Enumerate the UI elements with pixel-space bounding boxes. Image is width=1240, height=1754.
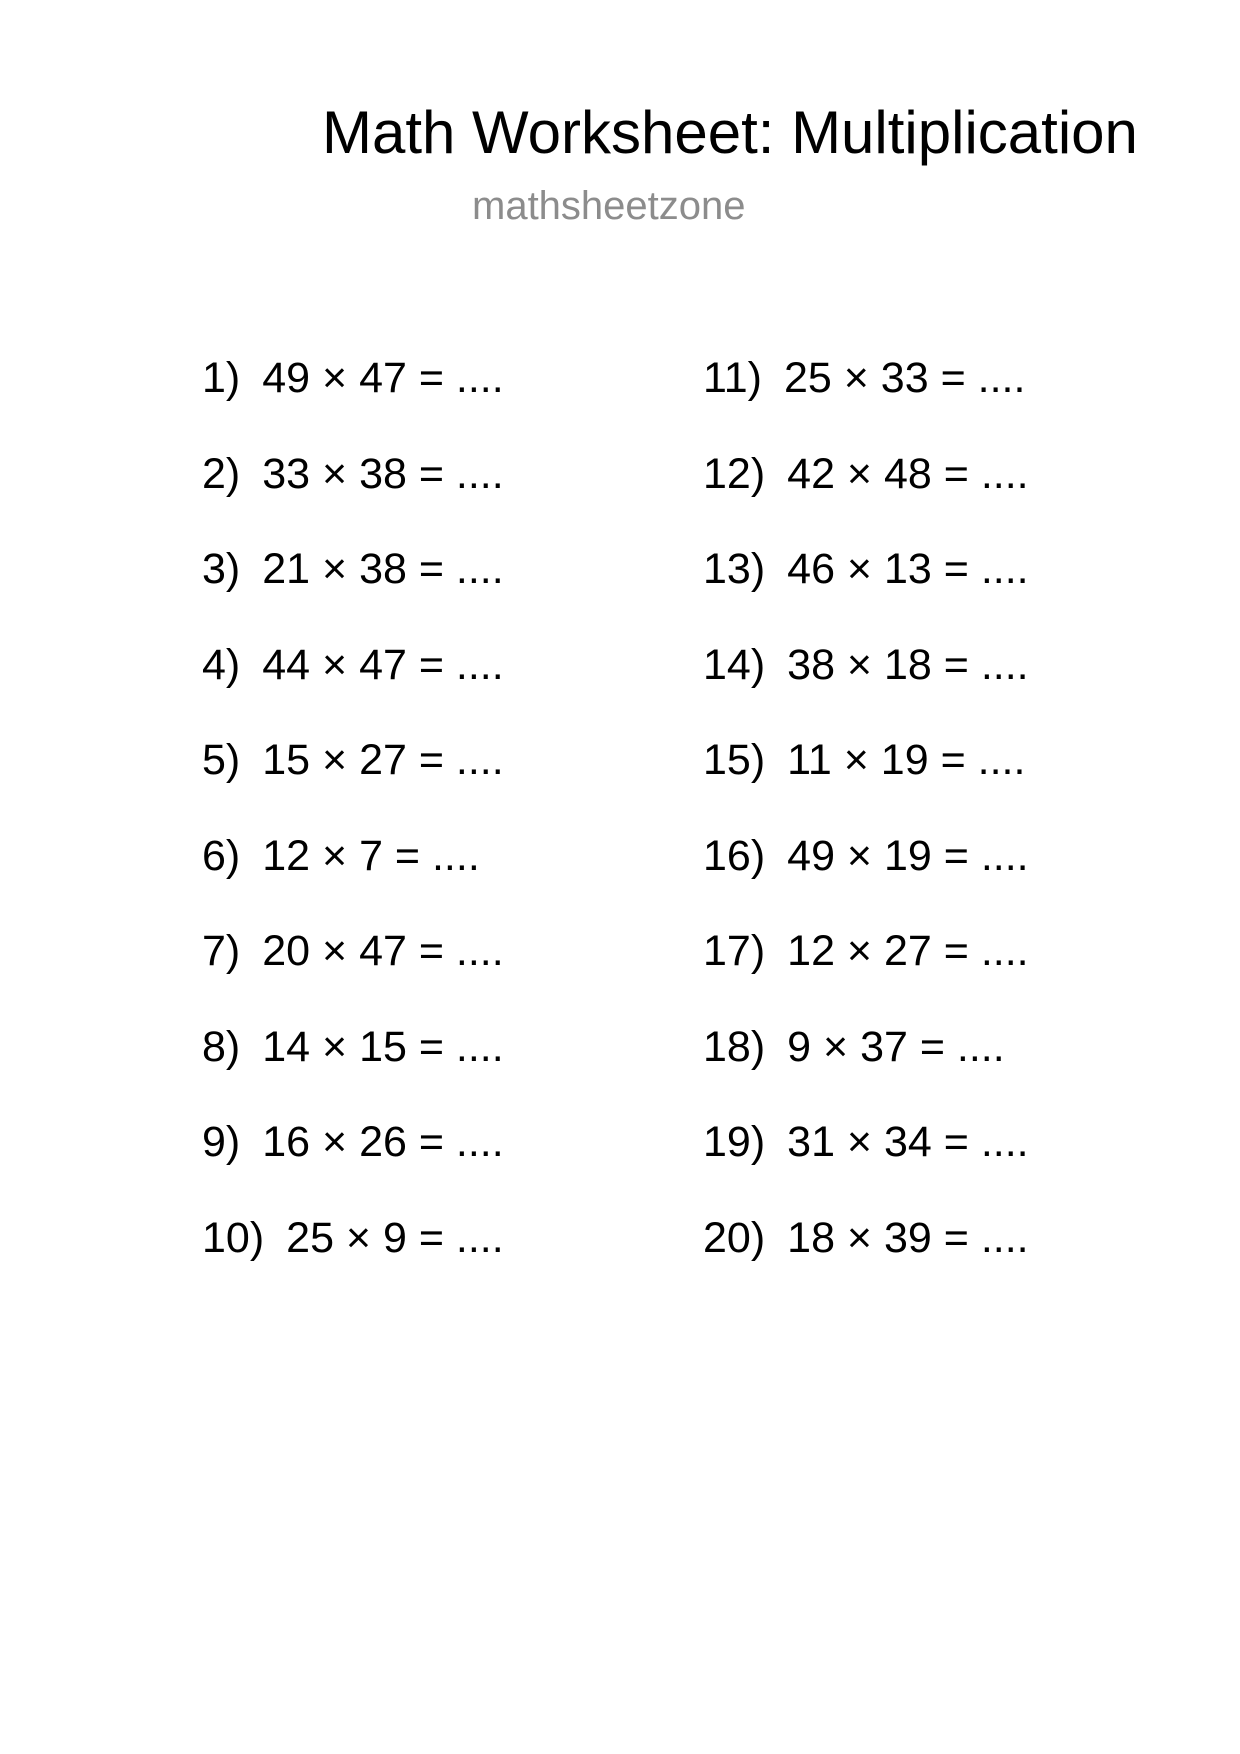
problem-item bbox=[202, 921, 682, 1017]
problem-expression: 12 × 7 = .... bbox=[262, 831, 480, 880]
problem-item bbox=[703, 635, 1183, 731]
problem-expression: 20 × 47 = .... bbox=[262, 927, 504, 975]
problem-expression: 11 × 19 = .... bbox=[787, 736, 1026, 784]
problem-item bbox=[703, 730, 1183, 826]
problem-item bbox=[202, 1017, 682, 1113]
problem-expression: 46 × 13 = .... bbox=[787, 545, 1029, 593]
problem-expression: 25 × 33 = .... bbox=[783, 354, 1026, 402]
problem-number: 16) bbox=[703, 831, 766, 880]
problem-number: 19) bbox=[703, 1118, 766, 1166]
problem-expression: 38 × 18 = .... bbox=[787, 640, 1029, 689]
problem-number: 8) bbox=[202, 1022, 241, 1071]
problem-number: 14) bbox=[703, 640, 766, 689]
problem-number: 3) bbox=[202, 545, 241, 593]
problem-item bbox=[703, 1017, 1183, 1113]
page-title: Math Worksheet: Multiplication bbox=[322, 99, 1138, 166]
problem-item bbox=[703, 921, 1183, 1017]
problem-number: 4) bbox=[202, 640, 241, 689]
problem-expression: 49 × 47 = .... bbox=[262, 354, 504, 402]
problem-number: 2) bbox=[202, 449, 241, 498]
problem-number: 7) bbox=[202, 927, 241, 975]
problem-expression: 25 × 9 = .... bbox=[286, 1213, 504, 1262]
problem-expression: 12 × 27 = .... bbox=[787, 927, 1029, 975]
problem-expression: 15 × 27 = .... bbox=[262, 736, 504, 784]
problem-expression: 16 × 26 = .... bbox=[262, 1118, 504, 1166]
problem-expression: 18 × 39 = .... bbox=[787, 1213, 1029, 1262]
problems-column-left bbox=[202, 348, 682, 1303]
problem-item bbox=[703, 539, 1183, 635]
problem-number: 15) bbox=[703, 736, 766, 784]
problem-number: 13) bbox=[703, 545, 766, 593]
problem-item bbox=[202, 730, 682, 826]
problem-expression: 33 × 38 = .... bbox=[262, 449, 504, 498]
problem-item bbox=[202, 1208, 682, 1304]
problem-item bbox=[202, 348, 682, 444]
problems-column-right bbox=[703, 348, 1183, 1303]
problem-item bbox=[202, 1112, 682, 1208]
problem-item bbox=[202, 539, 682, 635]
problem-expression: 31 × 34 = .... bbox=[787, 1118, 1029, 1166]
page-subtitle: mathsheetzone bbox=[472, 184, 746, 228]
problem-expression: 44 × 47 = .... bbox=[262, 640, 504, 689]
problem-item bbox=[202, 635, 682, 731]
problem-item bbox=[202, 444, 682, 540]
problem-number: 9) bbox=[202, 1118, 241, 1166]
problem-number: 1) bbox=[202, 354, 241, 402]
problem-expression: 21 × 38 = .... bbox=[262, 545, 504, 593]
problem-item bbox=[703, 1208, 1183, 1304]
problem-expression: 9 × 37 = .... bbox=[787, 1022, 1005, 1071]
problem-number: 10) bbox=[202, 1213, 265, 1262]
problem-item bbox=[703, 826, 1183, 922]
problem-number: 11) bbox=[703, 354, 762, 402]
problem-number: 18) bbox=[703, 1022, 766, 1071]
problem-item bbox=[703, 444, 1183, 540]
problem-item bbox=[703, 348, 1183, 444]
problem-expression: 42 × 48 = .... bbox=[787, 449, 1029, 498]
problem-number: 5) bbox=[202, 736, 241, 784]
problem-item bbox=[703, 1112, 1183, 1208]
problem-expression: 14 × 15 = .... bbox=[262, 1022, 504, 1071]
problem-number: 12) bbox=[703, 449, 766, 498]
problem-number: 6) bbox=[202, 831, 241, 880]
problem-number: 17) bbox=[703, 927, 766, 975]
problem-item bbox=[202, 826, 682, 922]
problem-expression: 49 × 19 = .... bbox=[787, 831, 1029, 880]
problem-number: 20) bbox=[703, 1213, 766, 1262]
